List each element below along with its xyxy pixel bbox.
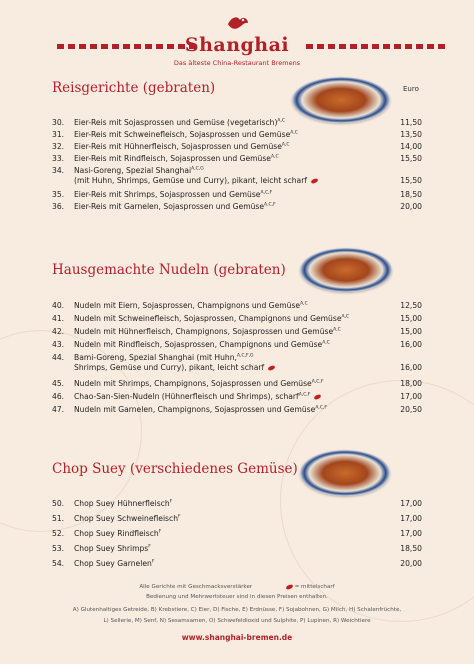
website-link[interactable]: www.shanghai-bremen.de <box>181 633 293 642</box>
allergen-codes: A,C <box>270 154 279 160</box>
allergen-codes: F <box>178 514 181 520</box>
item-description <box>74 327 364 337</box>
allergen-codes: A,C,G <box>191 166 204 172</box>
item-price: 20,00 <box>400 559 422 568</box>
item-description <box>74 392 364 402</box>
item-text-line2: (mit Huhn, Shrimps, Gemüse und Curry), pikant, leicht scharf <box>74 176 308 185</box>
item-price: 17,00 <box>400 392 422 401</box>
item-text: Nudeln mit Rindfleisch, Sojasprossen, Champignons und Gemüse <box>74 340 323 349</box>
item-text: Nudeln mit Eiern, Sojasprossen, Champignons und Gemüse <box>74 301 301 310</box>
item-text: Chop Suey Garnelen <box>74 559 152 568</box>
chili-icon <box>311 178 319 184</box>
item-price: 13,50 <box>400 130 422 139</box>
item-description <box>74 499 364 509</box>
item-text: Eier-Reis mit Sojasprossen und Gemüse (vegetarisch) <box>74 118 278 127</box>
item-text: Eier-Reis mit Garnelen, Sojasprossen und Gemüse <box>74 202 265 211</box>
item-price: 17,00 <box>400 529 422 538</box>
item-price: 15,50 <box>400 176 422 185</box>
item-description <box>74 544 364 554</box>
item-description <box>74 154 364 164</box>
item-price: 20,50 <box>400 405 422 414</box>
item-text: Eier-Reis mit Rindfleisch, Sojasprossen und Gemüse <box>74 154 271 163</box>
allergen-codes: A,C <box>277 118 286 124</box>
item-price: 15,00 <box>400 327 422 336</box>
item-description <box>74 118 364 128</box>
item-description <box>74 130 364 140</box>
item-number: 30. <box>52 118 65 127</box>
item-number: 43. <box>52 340 65 349</box>
item-text: Chop Suey Shrimps <box>74 544 149 553</box>
item-description <box>74 353 364 373</box>
chili-legend: = mittelscharf <box>294 584 335 590</box>
item-description <box>74 301 364 311</box>
item-text: Nudeln mit Shrimps, Champignons, Sojasprossen und Gemüse <box>74 379 312 388</box>
allergen-codes: A,C,F,G <box>236 353 254 359</box>
footer-note-1 <box>0 584 474 590</box>
item-number: 32. <box>52 142 65 151</box>
dragon-logo-icon <box>226 14 250 32</box>
item-text: Nudeln mit Garnelen, Champignons, Sojasprossen und Gemüse <box>74 405 316 414</box>
footer-note-2: Bedienung und Mehrwertsteuer sind in diesen Preisen enthalten. <box>146 594 328 600</box>
item-description <box>74 202 364 212</box>
item-price: 18,00 <box>400 379 422 388</box>
restaurant-name: Shanghai <box>184 34 290 56</box>
item-number: 42. <box>52 327 65 336</box>
allergen-codes: A,C,F <box>260 190 273 196</box>
currency-label: Euro <box>403 85 419 93</box>
item-price: 15,00 <box>400 314 422 323</box>
item-number: 47. <box>52 405 65 414</box>
item-price: 16,00 <box>400 363 422 372</box>
item-price: 12,50 <box>400 301 422 310</box>
allergen-codes: F <box>148 544 151 550</box>
item-number: 52. <box>52 529 65 538</box>
item-number: 50. <box>52 499 65 508</box>
item-text: Nudeln mit Hühnerfleisch, Champignons, Sojasprossen und Gemüse <box>74 327 334 336</box>
item-price: 11,50 <box>400 118 422 127</box>
allergen-codes: A,C <box>322 340 330 346</box>
item-description <box>74 142 364 152</box>
allergen-codes: A,C,F <box>298 392 311 398</box>
allergen-codes: F <box>158 529 162 535</box>
item-price: 17,00 <box>400 499 422 508</box>
item-number: 46. <box>52 392 65 401</box>
footer-msg: Alle Gerichte mit Geschmacksverstärker <box>139 584 253 590</box>
chili-icon <box>314 394 322 400</box>
restaurant-subtitle: Das älteste China-Restaurant Bremens <box>173 59 301 67</box>
item-description <box>74 379 364 389</box>
item-price: 18,50 <box>400 544 422 553</box>
item-number: 53. <box>52 544 65 553</box>
allergen-codes: A,C <box>281 142 290 148</box>
allergen-codes: F <box>151 559 155 565</box>
item-price: 15,50 <box>400 154 422 163</box>
dish-photo-noodles <box>300 248 392 292</box>
item-number: 35. <box>52 190 65 199</box>
item-number: 40. <box>52 301 65 310</box>
item-price: 16,00 <box>400 340 422 349</box>
allergen-list-2: L) Sellerie, M) Senf, N) Sesamsamen, O) Schwefeldioxid und Sulphite, P) Lupinen, R) Weichtiere <box>103 618 371 624</box>
item-text-line2: Shrimps, Gemüse und Curry), pikant, leicht scharf <box>74 363 265 372</box>
dish-photo-rice <box>292 77 390 123</box>
allergen-codes: A,C,F <box>315 405 327 411</box>
allergen-codes: A,C <box>300 301 308 307</box>
dish-photo-chop-suey <box>300 450 390 496</box>
item-description <box>74 559 364 569</box>
item-number: 45. <box>52 379 65 388</box>
item-number: 31. <box>52 130 65 139</box>
item-text: Eier-Reis mit Hühnerfleisch, Sojasprossen und Gemüse <box>74 142 282 151</box>
allergen-codes: A,C,F <box>264 202 276 208</box>
section-title-chop-suey: Chop Suey (verschiedenes Gemüse) <box>52 461 298 477</box>
chili-icon <box>268 365 276 371</box>
item-text: Nudeln mit Schweinefleisch, Sojasprossen, Champignons und Gemüse <box>74 314 342 323</box>
item-text: Chop Suey Schweinefleisch <box>74 514 179 523</box>
item-text: Eier-Reis mit Shrimps, Sojasprossen und Gemüse <box>74 190 261 199</box>
item-number: 36. <box>52 202 65 211</box>
item-number: 54. <box>52 559 65 568</box>
item-description <box>74 405 364 415</box>
allergen-codes: F <box>169 499 173 505</box>
item-text: Chao-San-Sien-Nudeln (Hühnerfleisch und Shrimps), scharf <box>74 392 299 401</box>
allergen-codes: A,C <box>333 327 341 333</box>
item-number: 44. <box>52 353 65 362</box>
chili-icon <box>285 583 293 589</box>
allergen-codes: A,C <box>341 314 350 320</box>
item-text: Chop Suey Hühnerfleisch <box>74 499 170 508</box>
item-description <box>74 514 364 524</box>
allergen-codes: A,C,F <box>311 379 324 385</box>
item-description <box>74 314 364 324</box>
item-price: 18,50 <box>400 190 422 199</box>
allergen-list-1: A) Glutenhaltiges Getreide, B) Krebstiere, C) Eier, D) Fische, E) Erdnüsse, F) Sojabohnen, G) Milch, H) Schalenfrüchte, <box>72 607 402 613</box>
item-number: 34. <box>52 166 65 175</box>
item-text: Eier-Reis mit Schweinefleisch, Sojasprossen und Gemüse <box>74 130 291 139</box>
item-price: 20,00 <box>400 202 422 211</box>
item-text: Chop Suey Rindfleisch <box>74 529 159 538</box>
section-title-nudeln: Hausgemachte Nudeln (gebraten) <box>52 262 286 278</box>
item-description <box>74 529 364 539</box>
section-title-reis: Reisgerichte (gebraten) <box>52 80 216 96</box>
item-text: Bami-Goreng, Spezial Shanghai (mit Huhn, <box>74 353 237 362</box>
item-number: 51. <box>52 514 65 523</box>
item-description <box>74 340 364 350</box>
item-description <box>74 190 364 200</box>
item-description <box>74 166 364 186</box>
allergen-codes: A,C <box>290 130 298 136</box>
item-price: 17,00 <box>400 514 422 523</box>
item-number: 41. <box>52 314 65 323</box>
item-text: Nasi-Goreng, Spezial Shanghai <box>74 166 192 175</box>
item-price: 14,00 <box>400 142 422 151</box>
item-number: 33. <box>52 154 65 163</box>
